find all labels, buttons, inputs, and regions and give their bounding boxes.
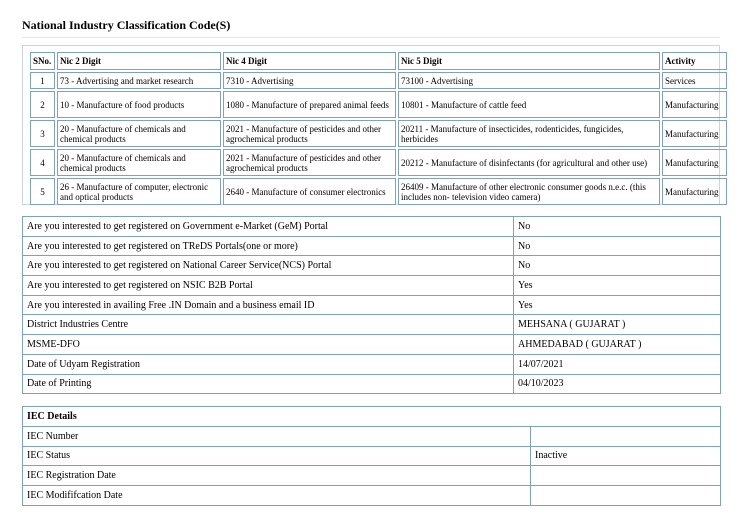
header-nic5: Nic 5 Digit (398, 52, 660, 70)
info-value: 14/07/2021 (514, 354, 721, 374)
info-label: MSME-DFO (23, 335, 514, 355)
iec-row-number (23, 426, 721, 446)
info-value: Yes (514, 295, 721, 315)
cell-nic2: 20 - Manufacture of chemicals and chemical products (57, 149, 221, 176)
info-value: No (514, 217, 721, 237)
info-row-treds (23, 236, 721, 256)
info-value: AHMEDABAD ( GUJARAT ) (514, 335, 721, 355)
cell-nic2: 73 - Advertising and market research (57, 72, 221, 89)
cell-activity: Manufacturing (662, 91, 727, 118)
cell-nic4: 7310 - Advertising (223, 72, 396, 89)
table-row (30, 91, 727, 118)
info-row-udyam-date (23, 354, 721, 374)
info-label: Are you interested to get registered on TReDS Portals(one or more) (23, 236, 514, 256)
iec-label: IEC Status (23, 446, 531, 466)
info-label: Date of Udyam Registration (23, 354, 514, 374)
nic-section-title: National Industry Classification Code(S) (22, 18, 231, 32)
cell-nic2: 20 - Manufacture of chemicals and chemical products (57, 120, 221, 147)
cell-nic5: 20212 - Manufacture of disinfectants (for agricultural and other use) (398, 149, 660, 176)
info-value: 04/10/2023 (514, 374, 721, 394)
cell-nic2: 10 - Manufacture of food products (57, 91, 221, 118)
title-divider (22, 37, 720, 38)
iec-row-status (23, 446, 721, 466)
cell-activity: Services (662, 72, 727, 89)
info-row-nsic (23, 276, 721, 296)
info-label: Date of Printing (23, 374, 514, 394)
cell-nic2: 26 - Manufacture of computer, electronic and optical products (57, 178, 221, 205)
iec-value: Inactive (531, 446, 721, 466)
info-row-gem (23, 217, 721, 237)
info-label: Are you interested in availing Free .IN Domain and a business email ID (23, 295, 514, 315)
cell-nic4: 2021 - Manufacture of pesticides and other agrochemical products (223, 149, 396, 176)
iec-details-table (22, 406, 721, 506)
info-value: Yes (514, 276, 721, 296)
nic-table-header-row (30, 52, 727, 70)
iec-row-modification-date (23, 486, 721, 506)
info-value: MEHSANA ( GUJARAT ) (514, 315, 721, 335)
cell-nic4: 1080 - Manufacture of prepared animal feeds (223, 91, 396, 118)
iec-title-row (23, 407, 721, 427)
info-label: Are you interested to get registered on Government e-Market (GeM) Portal (23, 217, 514, 237)
cell-activity: Manufacturing (662, 120, 727, 147)
cell-nic4: 2021 - Manufacture of pesticides and other agrochemical products (223, 120, 396, 147)
cell-sno: 3 (30, 120, 55, 147)
info-label: District Industries Centre (23, 315, 514, 335)
iec-row-registration-date (23, 466, 721, 486)
cell-activity: Manufacturing (662, 178, 727, 205)
iec-label: IEC Registration Date (23, 466, 531, 486)
table-row (30, 149, 727, 176)
nic-table (28, 50, 729, 207)
info-row-domain (23, 295, 721, 315)
cell-sno: 4 (30, 149, 55, 176)
cell-nic5: 73100 - Advertising (398, 72, 660, 89)
info-row-print-date (23, 374, 721, 394)
info-row-ncs (23, 256, 721, 276)
cell-nic5: 10801 - Manufacture of cattle feed (398, 91, 660, 118)
header-nic2: Nic 2 Digit (57, 52, 221, 70)
cell-nic5: 26409 - Manufacture of other electronic consumer goods n.e.c. (this includes non- television video camera) (398, 178, 660, 205)
info-value: No (514, 256, 721, 276)
info-label: Are you interested to get registered on National Career Service(NCS) Portal (23, 256, 514, 276)
table-row (30, 178, 727, 205)
nic-table-container (22, 45, 720, 205)
registration-info-table (22, 216, 721, 394)
info-label: Are you interested to get registered on NSIC B2B Portal (23, 276, 514, 296)
iec-label: IEC Number (23, 426, 531, 446)
info-value: No (514, 236, 721, 256)
cell-activity: Manufacturing (662, 149, 727, 176)
table-row (30, 120, 727, 147)
cell-sno: 2 (30, 91, 55, 118)
header-sno: SNo. (30, 52, 55, 70)
iec-value (531, 486, 721, 506)
iec-value (531, 426, 721, 446)
cell-sno: 1 (30, 72, 55, 89)
header-activity: Activity (662, 52, 727, 70)
cell-nic4: 2640 - Manufacture of consumer electronics (223, 178, 396, 205)
table-row (30, 72, 727, 89)
cell-sno: 5 (30, 178, 55, 205)
info-row-msme-dfo (23, 335, 721, 355)
iec-label: IEC Modififcation Date (23, 486, 531, 506)
iec-title: IEC Details (23, 407, 721, 427)
iec-value (531, 466, 721, 486)
header-nic4: Nic 4 Digit (223, 52, 396, 70)
info-row-dic (23, 315, 721, 335)
cell-nic5: 20211 - Manufacture of insecticides, rodenticides, fungicides, herbicides (398, 120, 660, 147)
